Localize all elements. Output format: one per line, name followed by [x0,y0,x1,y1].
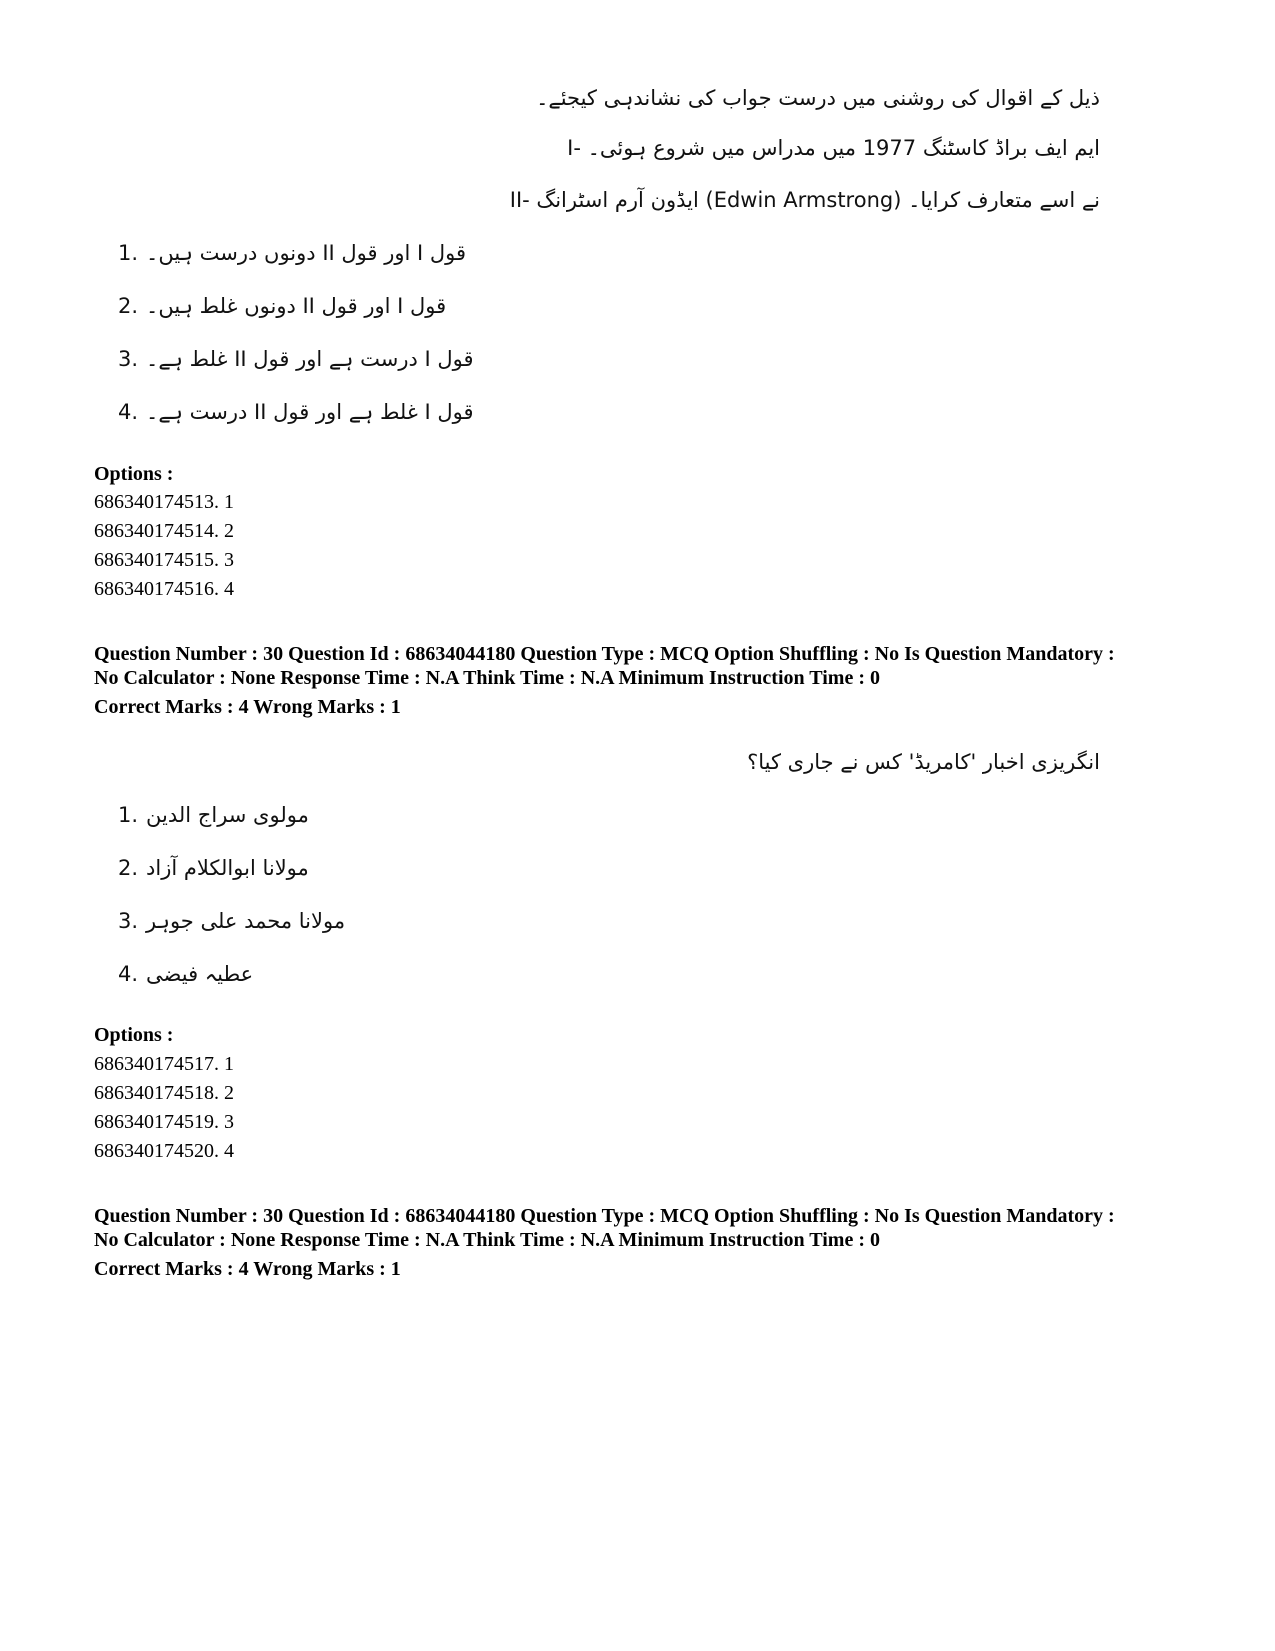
choice-text: قول I درست ہے اور قول II غلط ہے۔ [146,347,474,371]
choice-text: عطیہ فیضی [146,962,254,986]
statement-2: II- ایڈون آرم اسٹرانگ (Edwin Armstrong) نے اسے متعارف کرایا۔ [509,188,1100,212]
question-meta-line-1: Question Number : 30 Question Id : 68634044180 Question Type : MCQ Option Shuffling : No Is Question Mandatory : [94,1205,1115,1227]
choice-number: 3. [118,347,139,371]
options-label: Options : [94,1024,174,1046]
option-id-row: 686340174516. 4 [94,578,234,600]
choice-1 [118,800,309,830]
question-marks: Correct Marks : 4 Wrong Marks : 1 [94,696,401,718]
option-id-row: 686340174515. 3 [94,549,234,571]
question-instruction: ذیل کے اقوال کی روشنی میں درست جواب کی نشاندہی کیجئے۔ [536,86,1100,110]
question-marks: Correct Marks : 4 Wrong Marks : 1 [94,1258,401,1280]
options-label: Options : [94,463,174,485]
choice-text: قول I غلط ہے اور قول II درست ہے۔ [146,400,474,424]
statement-1: I- ایم ایف براڈ کاسٹنگ 1977 میں مدراس میں شروع ہوئی۔ [567,136,1100,160]
option-id-row: 686340174519. 3 [94,1111,234,1133]
question-meta-line-1: Question Number : 30 Question Id : 68634044180 Question Type : MCQ Option Shuffling : No Is Question Mandatory : [94,643,1115,665]
choice-2 [118,853,309,883]
choice-number: 1. [118,241,139,265]
option-id-row: 686340174520. 4 [94,1140,234,1162]
option-id-row: 686340174518. 2 [94,1082,234,1104]
question-meta-line-2: No Calculator : None Response Time : N.A Think Time : N.A Minimum Instruction Time : 0 [94,667,880,689]
question-meta-line-2: No Calculator : None Response Time : N.A Think Time : N.A Minimum Instruction Time : 0 [94,1229,880,1251]
choice-number: 2. [118,856,139,880]
choice-text: مولانا ابوالکلام آزاد [146,856,309,880]
choice-3 [118,344,474,374]
choice-1 [118,238,466,268]
choice-4 [118,959,253,989]
choice-number: 1. [118,803,139,827]
choice-text: قول I اور قول II دونوں غلط ہیں۔ [146,294,447,318]
choice-number: 3. [118,909,139,933]
choice-text: مولوی سراج الدین [146,803,309,827]
choice-text: مولانا محمد علی جوہر [146,909,346,933]
question-text: انگریزی اخبار 'کامریڈ' کس نے جاری کیا؟ [747,750,1100,774]
choice-number: 4. [118,962,139,986]
option-id-row: 686340174513. 1 [94,491,234,513]
choice-4 [118,397,474,427]
choice-3 [118,906,345,936]
choice-2 [118,291,446,321]
choice-number: 2. [118,294,139,318]
choice-number: 4. [118,400,139,424]
choice-text: قول I اور قول II دونوں درست ہیں۔ [146,241,467,265]
option-id-row: 686340174514. 2 [94,520,234,542]
option-id-row: 686340174517. 1 [94,1053,234,1075]
